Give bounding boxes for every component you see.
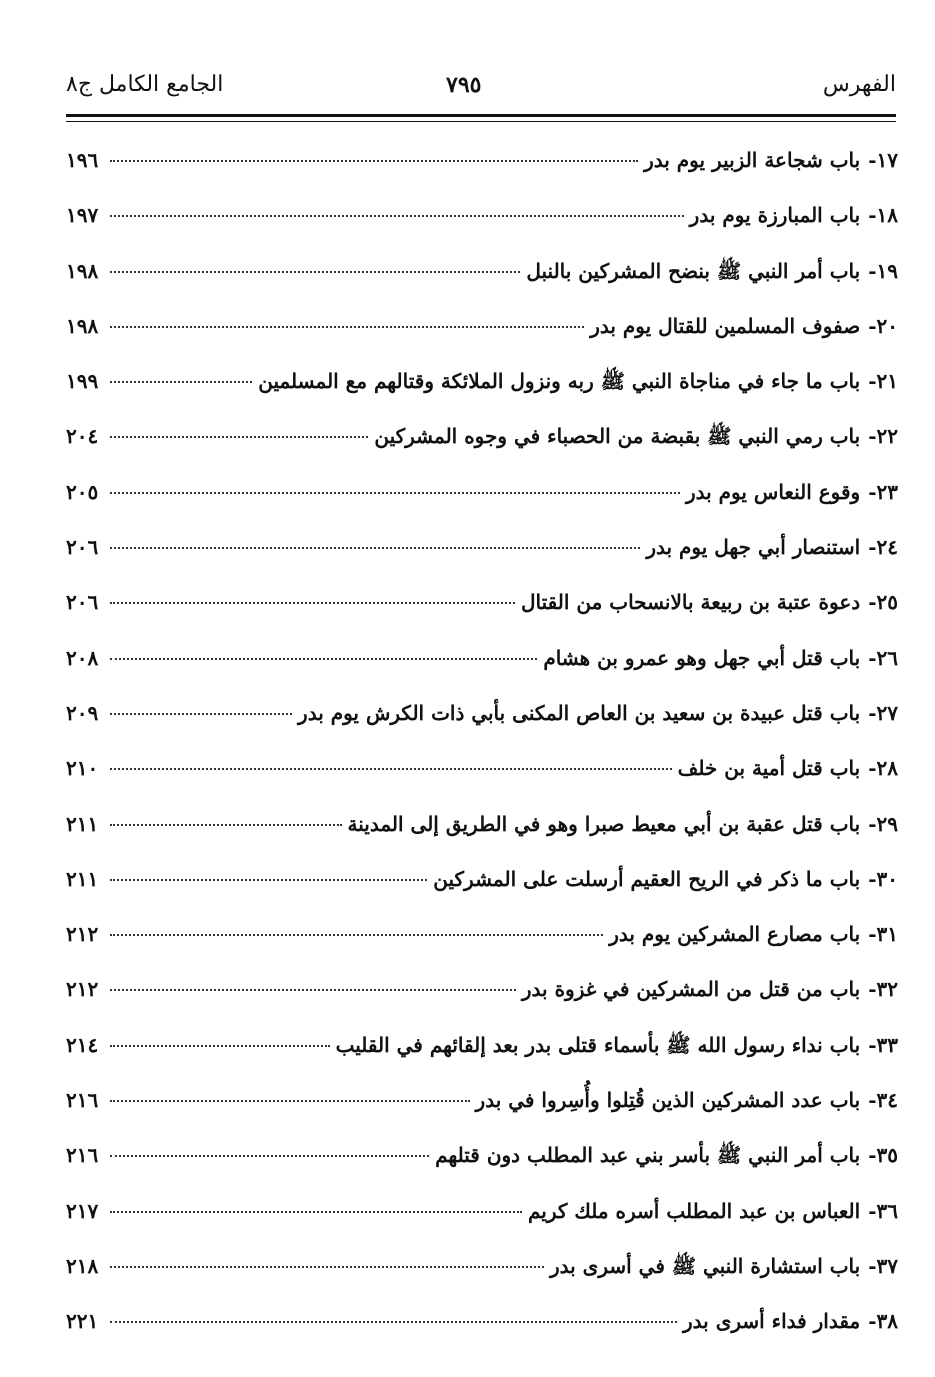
- entry-number: ٢٤: [876, 535, 898, 560]
- entry-number: ٣٢: [876, 977, 898, 1002]
- entry-title: باب عدد المشركين الذين قُتِلوا وأُسِروا في بدر: [475, 1088, 861, 1113]
- entry-dash: -: [868, 148, 877, 172]
- entry-number: ٢١: [876, 369, 898, 394]
- toc-entry: [66, 812, 898, 867]
- entry-number: ١٩: [876, 258, 898, 283]
- entry-dash: -: [868, 700, 877, 725]
- entry-number: ١٧: [876, 148, 898, 172]
- dot-leader: [110, 602, 515, 604]
- entry-dash: -: [868, 1309, 877, 1334]
- entry-page-number: ٢٠٦: [66, 590, 99, 615]
- entry-dash: -: [868, 313, 877, 338]
- entry-number: ٣٠: [876, 866, 898, 891]
- dot-leader: [110, 1155, 429, 1157]
- dot-leader: [110, 271, 520, 273]
- page-header: [66, 72, 896, 108]
- entry-page-number: ٢٠٨: [66, 645, 99, 670]
- entry-number: ٢٧: [876, 700, 898, 725]
- toc-entry: [66, 1033, 898, 1088]
- dot-leader: [110, 824, 342, 826]
- entry-page-number: ٢١٤: [66, 1032, 99, 1057]
- dot-leader: [110, 713, 292, 715]
- entry-dash: -: [868, 424, 877, 449]
- entry-dash: -: [868, 1032, 877, 1057]
- dot-leader: [110, 492, 680, 494]
- entry-number: ٣١: [876, 922, 898, 947]
- toc-entry: [66, 756, 898, 811]
- entry-title: باب قتل عقبة بن أبي معيط صبرا وهو في الطريق إلى المدينة: [347, 811, 861, 836]
- entry-title: باب ما جاء في مناجاة النبي ﷺ ربه ونزول الملائكة وقتالهم مع المسلمين: [258, 369, 861, 394]
- entry-dash: -: [868, 866, 877, 891]
- toc-entry: [66, 1088, 898, 1143]
- dot-leader: [110, 934, 603, 936]
- entry-title: باب ما ذكر في الريح العقيم أرسلت على المشركين: [433, 866, 861, 891]
- entry-number: ٢٢: [876, 424, 898, 449]
- entry-number: ٢٣: [876, 479, 898, 504]
- toc-entry: [66, 148, 898, 203]
- dot-leader: [110, 768, 672, 770]
- entry-page-number: ٢١٧: [66, 1198, 99, 1223]
- entry-dash: -: [868, 479, 877, 504]
- toc-entry: [66, 1199, 898, 1254]
- entry-dash: -: [868, 535, 877, 560]
- entry-page-number: ١٩٦: [66, 148, 99, 172]
- entry-title: العباس بن عبد المطلب أسره ملك كريم: [527, 1198, 861, 1223]
- entry-dash: -: [868, 1198, 877, 1223]
- entry-number: ٢٥: [876, 590, 898, 615]
- entry-page-number: ٢١٠: [66, 756, 99, 781]
- dot-leader: [110, 326, 584, 328]
- toc-entry: [66, 480, 898, 535]
- table-of-contents: [66, 148, 898, 1365]
- dot-leader: [110, 879, 427, 881]
- entry-dash: -: [868, 1088, 877, 1113]
- entry-page-number: ٢١١: [66, 866, 99, 891]
- entry-page-number: ٢٠٩: [66, 700, 99, 725]
- entry-number: ٣٨: [876, 1309, 898, 1334]
- entry-title: باب المبارزة يوم بدر: [689, 203, 861, 228]
- page-number: ٧٩٥: [446, 72, 482, 98]
- dot-leader: [110, 1045, 330, 1047]
- dot-leader: [110, 547, 640, 549]
- entry-page-number: ١٩٨: [66, 313, 99, 338]
- toc-entry: [66, 369, 898, 424]
- entry-number: ٢٨: [876, 756, 898, 781]
- entry-title: باب شجاعة الزبير يوم بدر: [644, 148, 861, 172]
- dot-leader: [110, 160, 638, 162]
- toc-entry: [66, 977, 898, 1032]
- toc-entry: [66, 590, 898, 645]
- dot-leader: [110, 381, 252, 383]
- dot-leader: [110, 1266, 544, 1268]
- toc-entry: [66, 424, 898, 479]
- entry-dash: -: [868, 203, 877, 228]
- entry-dash: -: [868, 977, 877, 1002]
- entry-page-number: ١٩٧: [66, 203, 99, 228]
- entry-dash: -: [868, 258, 877, 283]
- dot-leader: [110, 436, 368, 438]
- entry-title: مقدار فداء أسرى بدر: [683, 1309, 861, 1334]
- entry-page-number: ٢٠٦: [66, 535, 99, 560]
- entry-title: باب أمر النبي ﷺ بنضح المشركين بالنبل: [526, 258, 861, 283]
- dot-leader: [110, 658, 537, 660]
- entry-dash: -: [868, 369, 877, 394]
- toc-entry: [66, 203, 898, 258]
- entry-number: ٣٣: [876, 1032, 898, 1057]
- entry-number: ٣٦: [876, 1198, 898, 1223]
- entry-title: استنصار أبي جهل يوم بدر: [646, 535, 861, 560]
- entry-title: باب قتل أمية بن خلف: [677, 756, 861, 781]
- dot-leader: [110, 1100, 470, 1102]
- entry-title: باب قتل أبي جهل وهو عمرو بن هشام: [543, 645, 861, 670]
- entry-dash: -: [868, 1253, 877, 1278]
- entry-page-number: ٢٢١: [66, 1309, 99, 1334]
- entry-number: ٢٦: [876, 645, 898, 670]
- entry-title: باب استشارة النبي ﷺ في أسرى بدر: [550, 1253, 861, 1278]
- entry-number: ٣٤: [876, 1088, 898, 1113]
- entry-number: ٢٩: [876, 811, 898, 836]
- entry-page-number: ٢٠٤: [66, 424, 99, 449]
- entry-number: ١٨: [876, 203, 898, 228]
- toc-entry: [66, 1309, 898, 1364]
- toc-entry: [66, 259, 898, 314]
- toc-entry: [66, 701, 898, 756]
- entry-number: ٣٧: [876, 1253, 898, 1278]
- dot-leader: [110, 215, 684, 217]
- entry-dash: -: [868, 811, 877, 836]
- entry-title: باب نداء رسول الله ﷺ بأسماء قتلى بدر بعد إلقائهم في القليب: [335, 1032, 861, 1057]
- toc-entry: [66, 1143, 898, 1198]
- entry-page-number: ٢١٨: [66, 1253, 99, 1278]
- entry-number: ٣٥: [876, 1143, 898, 1168]
- entry-title: دعوة عتبة بن ربيعة بالانسحاب من القتال: [520, 590, 861, 615]
- entry-title: باب مصارع المشركين يوم بدر: [609, 922, 861, 947]
- entry-title: باب أمر النبي ﷺ بأسر بني عبد المطلب دون قتلهم: [435, 1143, 861, 1168]
- entry-page-number: ٢١٦: [66, 1143, 99, 1168]
- entry-page-number: ١٩٨: [66, 258, 99, 283]
- dot-leader: [110, 1211, 522, 1213]
- section-title: الفهرس: [822, 72, 896, 97]
- header-rule-thin: [66, 121, 896, 122]
- entry-page-number: ٢١٢: [66, 922, 99, 947]
- header-rule-thick: [66, 114, 896, 117]
- entry-dash: -: [868, 756, 877, 781]
- book-title: الجامع الكامل ج٨: [66, 72, 224, 97]
- entry-page-number: ٢١٦: [66, 1088, 99, 1113]
- toc-entry: [66, 646, 898, 701]
- toc-entry: [66, 535, 898, 590]
- entry-page-number: ٢١٢: [66, 977, 99, 1002]
- entry-title: صفوف المسلمين للقتال يوم بدر: [590, 313, 861, 338]
- entry-dash: -: [868, 590, 877, 615]
- entry-page-number: ٢١١: [66, 811, 99, 836]
- toc-entry: [66, 922, 898, 977]
- entry-title: باب قتل عبيدة بن سعيد بن العاص المكنى بأبي ذات الكرش يوم بدر: [298, 700, 861, 725]
- entry-page-number: ٢٠٥: [66, 479, 99, 504]
- toc-entry: [66, 867, 898, 922]
- entry-title: وقوع النعاس يوم بدر: [685, 479, 861, 504]
- toc-entry: [66, 314, 898, 369]
- entry-number: ٢٠: [876, 313, 898, 338]
- entry-title: باب رمي النبي ﷺ بقبضة من الحصباء في وجوه المشركين: [374, 424, 861, 449]
- entry-dash: -: [868, 645, 877, 670]
- entry-dash: -: [868, 1143, 877, 1168]
- entry-dash: -: [868, 922, 877, 947]
- entry-title: باب من قتل من المشركين في غزوة بدر: [521, 977, 861, 1002]
- entry-page-number: ١٩٩: [66, 369, 99, 394]
- dot-leader: [110, 989, 516, 991]
- toc-entry: [66, 1254, 898, 1309]
- dot-leader: [110, 1321, 677, 1323]
